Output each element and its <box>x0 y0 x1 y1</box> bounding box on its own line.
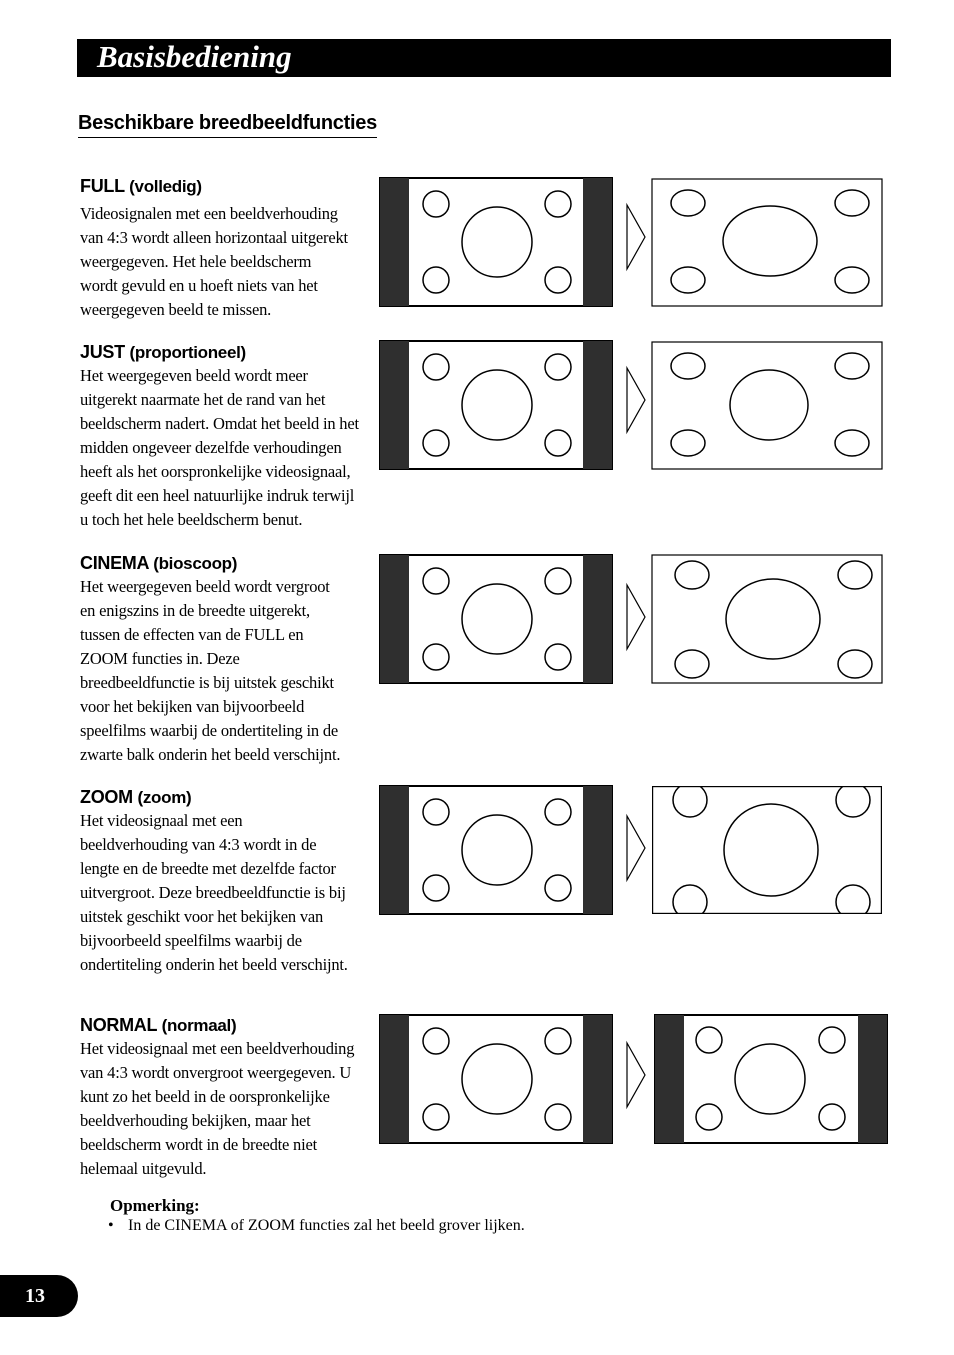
mode-name: CINEMA <box>80 553 149 573</box>
text-line: Het weergegeven beeld wordt vergroot <box>80 577 330 596</box>
result-screen-cinema <box>652 555 882 683</box>
mode-name: NORMAL <box>80 1015 157 1035</box>
text-line: weergegeven beeld te missen. <box>80 300 272 319</box>
text-line: uitgerekt naarmate het de rand van het <box>80 390 326 409</box>
text-line: voor het bekijken van bijvoorbeeld <box>80 697 305 716</box>
triangle-arrow-icon <box>627 585 645 649</box>
mode-heading <box>80 1014 372 1037</box>
mode-subtitle: (zoom) <box>137 788 192 807</box>
mode-subtitle: (volledig) <box>129 177 202 196</box>
mode-full <box>80 175 372 322</box>
diagram-full <box>378 176 888 310</box>
triangle-arrow-icon <box>627 205 645 269</box>
source-screen-43 <box>380 341 612 469</box>
result-screen-normal <box>655 1015 887 1143</box>
text-line: tussen de effecten van de FULL en <box>80 625 304 644</box>
text-line: Het videosignaal met een <box>80 811 243 830</box>
mode-description <box>80 202 372 322</box>
page-title: Basisbediening <box>97 39 292 74</box>
mode-name: JUST <box>80 342 125 362</box>
text-line: ZOOM functies in. Deze <box>80 649 240 668</box>
mode-description <box>80 364 372 532</box>
source-screen-43 <box>380 1015 612 1143</box>
note <box>110 1196 527 1236</box>
mode-subtitle: (bioscoop) <box>153 554 238 573</box>
text-line: midden ongeveer dezelfde verhoudingen <box>80 438 342 457</box>
text-line: geeft dit een heel natuurlijke indruk terwijl <box>80 486 355 505</box>
text-line: beeldscherm nadert. Omdat het beeld in het <box>80 414 359 433</box>
mode-description <box>80 575 372 767</box>
mode-normal <box>80 1014 372 1181</box>
text-line: lengte en de breedte met dezelfde factor <box>80 859 336 878</box>
mode-subtitle: (proportioneel) <box>129 343 246 362</box>
text-line: Het videosignaal met een beeldverhouding <box>80 1039 355 1058</box>
header-bar <box>77 39 891 77</box>
mode-heading <box>80 552 372 575</box>
mode-zoom <box>80 786 372 977</box>
text-line: uitstek geschikt voor het bekijken van <box>80 907 324 926</box>
text-line: wordt gevuld en u hoeft niets van het <box>80 276 318 295</box>
source-screen-43 <box>380 786 612 914</box>
result-screen-zoom <box>653 784 882 918</box>
text-line: breedbeeldfunctie is bij uitstek geschikt <box>80 673 334 692</box>
text-line: weergegeven. Het hele beeldscherm <box>80 252 312 271</box>
text-line: en enigszins in de breedte uitgerekt, <box>80 601 310 620</box>
diagram-normal <box>378 1013 890 1147</box>
mode-cinema <box>80 552 372 767</box>
page-number-tab <box>0 1275 78 1317</box>
text-line: speelfilms waarbij de ondertiteling in de <box>80 721 339 740</box>
mode-heading <box>80 341 372 364</box>
text-line: van 4:3 wordt alleen horizontaal uitgerekt <box>80 228 348 247</box>
text-line: helemaal uitgevuld. <box>80 1159 207 1178</box>
bullet: • <box>108 1217 114 1234</box>
text-line: beeldverhouding van 4:3 wordt in de <box>80 835 317 854</box>
mode-description <box>80 809 372 977</box>
text-line: van 4:3 wordt onvergroot weergegeven. U <box>80 1063 352 1082</box>
text-line: Videosignalen met een beeldverhouding <box>80 204 338 223</box>
mode-subtitle: (normaal) <box>161 1016 237 1035</box>
diagram-just <box>378 339 888 473</box>
diagram-cinema <box>378 553 888 687</box>
triangle-arrow-icon <box>627 1043 645 1107</box>
result-screen-just <box>652 342 882 469</box>
text-line: ondertiteling onderin het beeld verschijnt. <box>80 955 348 974</box>
text-line: uitvergroot. Deze breedbeeldfunctie is bij <box>80 883 346 902</box>
mode-name: FULL <box>80 176 125 196</box>
mode-description <box>80 1037 372 1181</box>
page-number: 13 <box>25 1285 45 1307</box>
mode-heading <box>80 175 372 198</box>
triangle-arrow-icon <box>627 368 645 432</box>
text-line: beeldverhouding bekijken, maar het <box>80 1111 311 1130</box>
text-line: kunt zo het beeld in de oorspronkelijke <box>80 1087 330 1106</box>
diagram-zoom <box>378 784 888 918</box>
text-line: zwarte balk onderin het beeld verschijnt. <box>80 745 341 764</box>
note-item <box>108 1216 525 1236</box>
section-title: Beschikbare breedbeeldfuncties <box>78 112 377 138</box>
text-line: Het weergegeven beeld wordt meer <box>80 366 308 385</box>
source-screen-43 <box>380 178 612 306</box>
note-title: Opmerking: <box>110 1196 200 1215</box>
mode-heading <box>80 786 372 809</box>
mode-name: ZOOM <box>80 787 133 807</box>
result-screen-full <box>652 179 882 306</box>
source-screen-43 <box>380 555 612 683</box>
text-line: u toch het hele beeldscherm benut. <box>80 510 303 529</box>
text-line: heeft als het oorspronkelijke videosignaal, <box>80 462 351 481</box>
text-line: bijvoorbeeld speelfilms waarbij de <box>80 931 302 950</box>
note-text: In de CINEMA of ZOOM functies zal het beeld grover lijken. <box>128 1217 525 1234</box>
text-line: beeldscherm wordt in de breedte niet <box>80 1135 317 1154</box>
triangle-arrow-icon <box>627 816 645 880</box>
mode-just <box>80 341 372 532</box>
